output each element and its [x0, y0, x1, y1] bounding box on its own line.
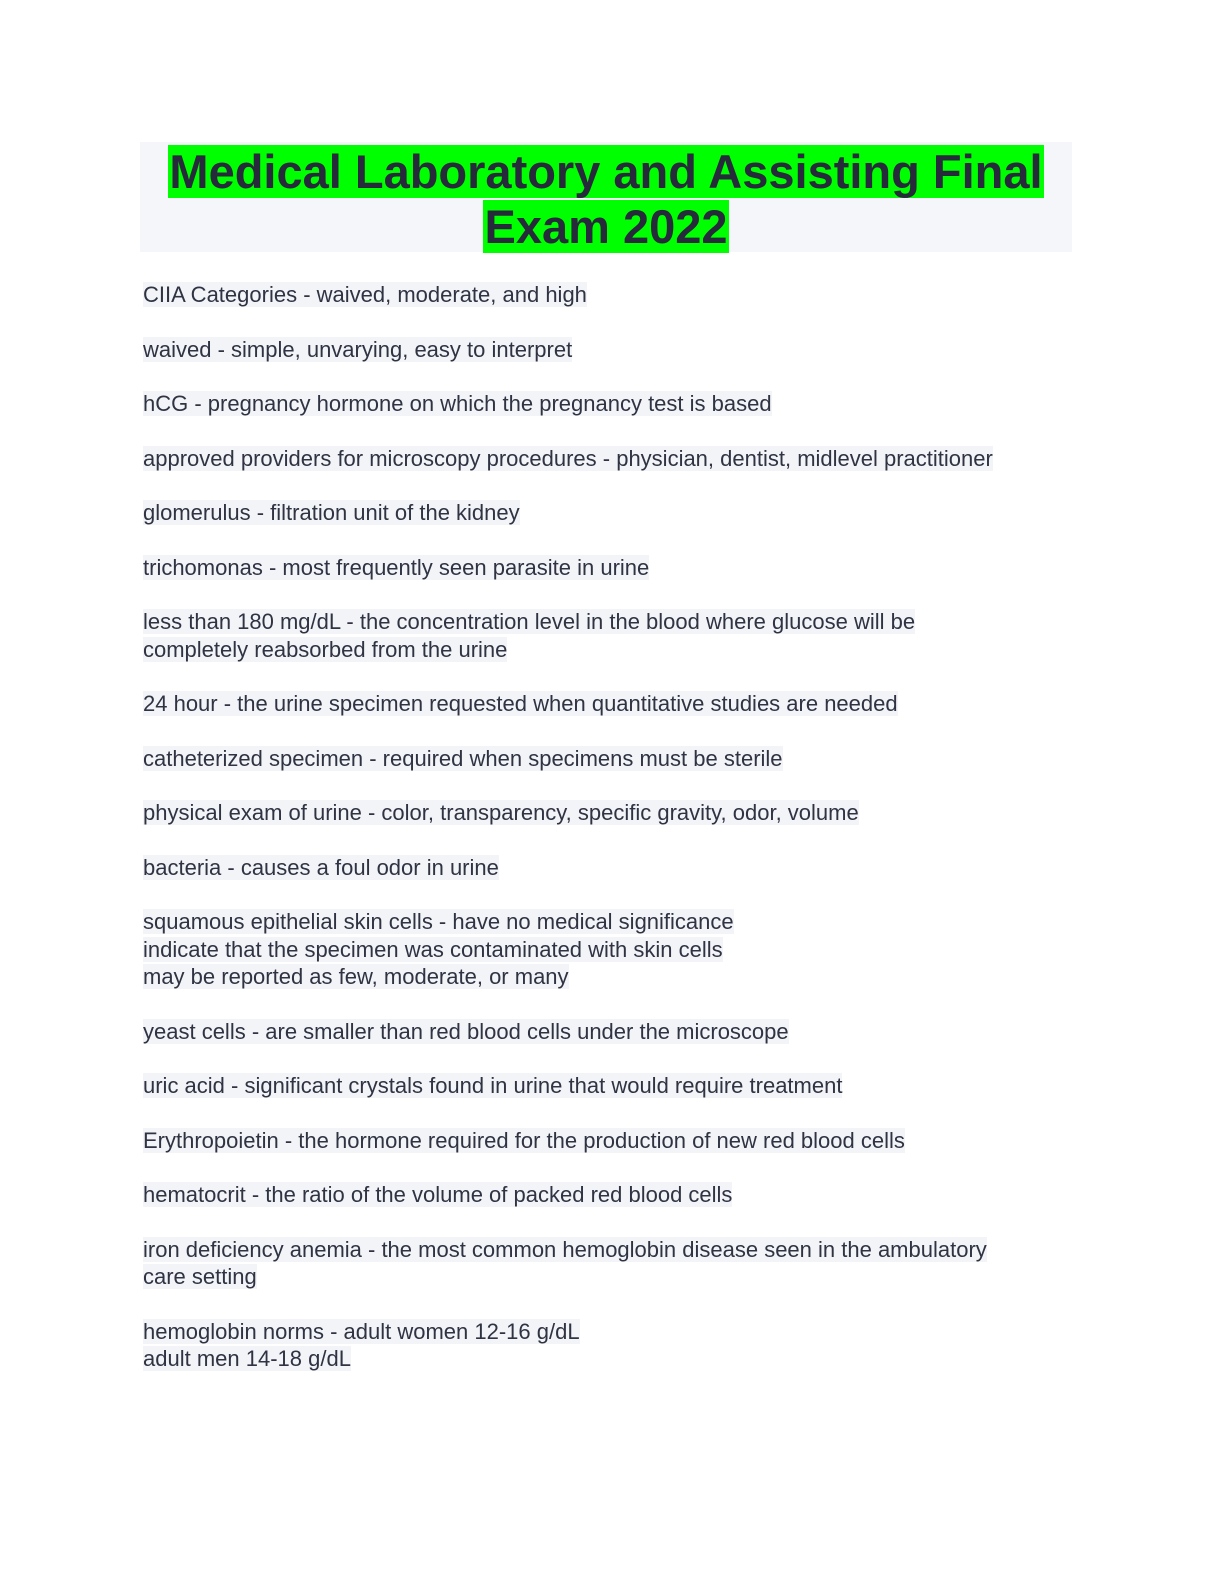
entry-text: 24 hour - the urine specimen requested when quantitative studies are needed [143, 691, 898, 716]
entry-text: care setting [143, 1264, 257, 1289]
entry-line [143, 336, 1073, 364]
entry-line [143, 1018, 1073, 1046]
flashcard-list [143, 281, 1073, 1400]
flashcard-entry [143, 1236, 1073, 1291]
flashcard-entry [143, 908, 1073, 991]
flashcard-entry [143, 281, 1073, 309]
entry-text: bacteria - causes a foul odor in urine [143, 854, 499, 880]
flashcard-entry [143, 336, 1073, 364]
entry-line [143, 799, 1073, 827]
entry-text: physical exam of urine - color, transparency, specific gravity, odor, volume [143, 800, 859, 825]
entry-line [143, 281, 1073, 309]
title-block [140, 142, 1072, 252]
flashcard-entry [143, 608, 1073, 663]
entry-text: approved providers for microscopy procedures - physician, dentist, midlevel practitioner [143, 445, 993, 471]
entry-line [143, 1127, 1073, 1155]
flashcard-entry [143, 1181, 1073, 1209]
entry-text: indicate that the specimen was contaminated with skin cells [143, 936, 723, 962]
entry-text: adult men 14-18 g/dL [143, 1346, 351, 1371]
entry-text: may be reported as few, moderate, or many [143, 964, 569, 989]
flashcard-entry [143, 854, 1073, 882]
entry-text: iron deficiency anemia - the most common hemoglobin disease seen in the ambulatory [143, 1236, 987, 1262]
entry-line [143, 963, 1073, 991]
entry-text: hCG - pregnancy hormone on which the pregnancy test is based [143, 391, 772, 416]
title-line-2: Exam 2022 [484, 200, 728, 253]
entry-text: less than 180 mg/dL - the concentration level in the blood where glucose will be [143, 609, 916, 634]
entry-text: hematocrit - the ratio of the volume of packed red blood cells [143, 1182, 733, 1207]
entry-line [143, 445, 1073, 473]
document-title [140, 142, 1072, 254]
entry-text: glomerulus - filtration unit of the kidney [143, 500, 520, 525]
entry-line [143, 936, 1073, 964]
flashcard-entry [143, 690, 1073, 718]
flashcard-entry [143, 1127, 1073, 1155]
flashcard-entry [143, 499, 1073, 527]
entry-text: yeast cells - are smaller than red blood cells under the microscope [143, 1018, 789, 1044]
entry-line [143, 499, 1073, 527]
entry-line [143, 1072, 1073, 1100]
flashcard-entry [143, 1072, 1073, 1100]
entry-text: waived - simple, unvarying, easy to interpret [143, 336, 573, 362]
flashcard-entry [143, 1018, 1073, 1046]
entry-line [143, 636, 1073, 664]
entry-text: uric acid - significant crystals found in urine that would require treatment [143, 1073, 843, 1098]
entry-line [143, 745, 1073, 773]
entry-text: hemoglobin norms - adult women 12-16 g/dL [143, 1318, 580, 1344]
flashcard-entry [143, 1318, 1073, 1373]
entry-text: CIIA Categories - waived, moderate, and high [143, 282, 587, 307]
entry-text: catheterized specimen - required when specimens must be sterile [143, 745, 783, 771]
entry-line [143, 1263, 1073, 1291]
entry-text: completely reabsorbed from the urine [143, 636, 508, 662]
entry-text: squamous epithelial skin cells - have no medical significance [143, 909, 734, 934]
entry-text: trichomonas - most frequently seen parasite in urine [143, 554, 650, 580]
entry-line [143, 690, 1073, 718]
entry-line [143, 554, 1073, 582]
entry-line [143, 390, 1073, 418]
entry-text: Erythropoietin - the hormone required for the production of new red blood cells [143, 1127, 905, 1153]
entry-line [143, 854, 1073, 882]
flashcard-entry [143, 445, 1073, 473]
entry-line [143, 908, 1073, 936]
entry-line [143, 1236, 1073, 1264]
entry-line [143, 1345, 1073, 1373]
flashcard-entry [143, 745, 1073, 773]
title-line-1: Medical Laboratory and Assisting Final [169, 145, 1043, 198]
entry-line [143, 1318, 1073, 1346]
flashcard-entry [143, 799, 1073, 827]
entry-line [143, 1181, 1073, 1209]
entry-line [143, 608, 1073, 636]
flashcard-entry [143, 390, 1073, 418]
flashcard-entry [143, 554, 1073, 582]
